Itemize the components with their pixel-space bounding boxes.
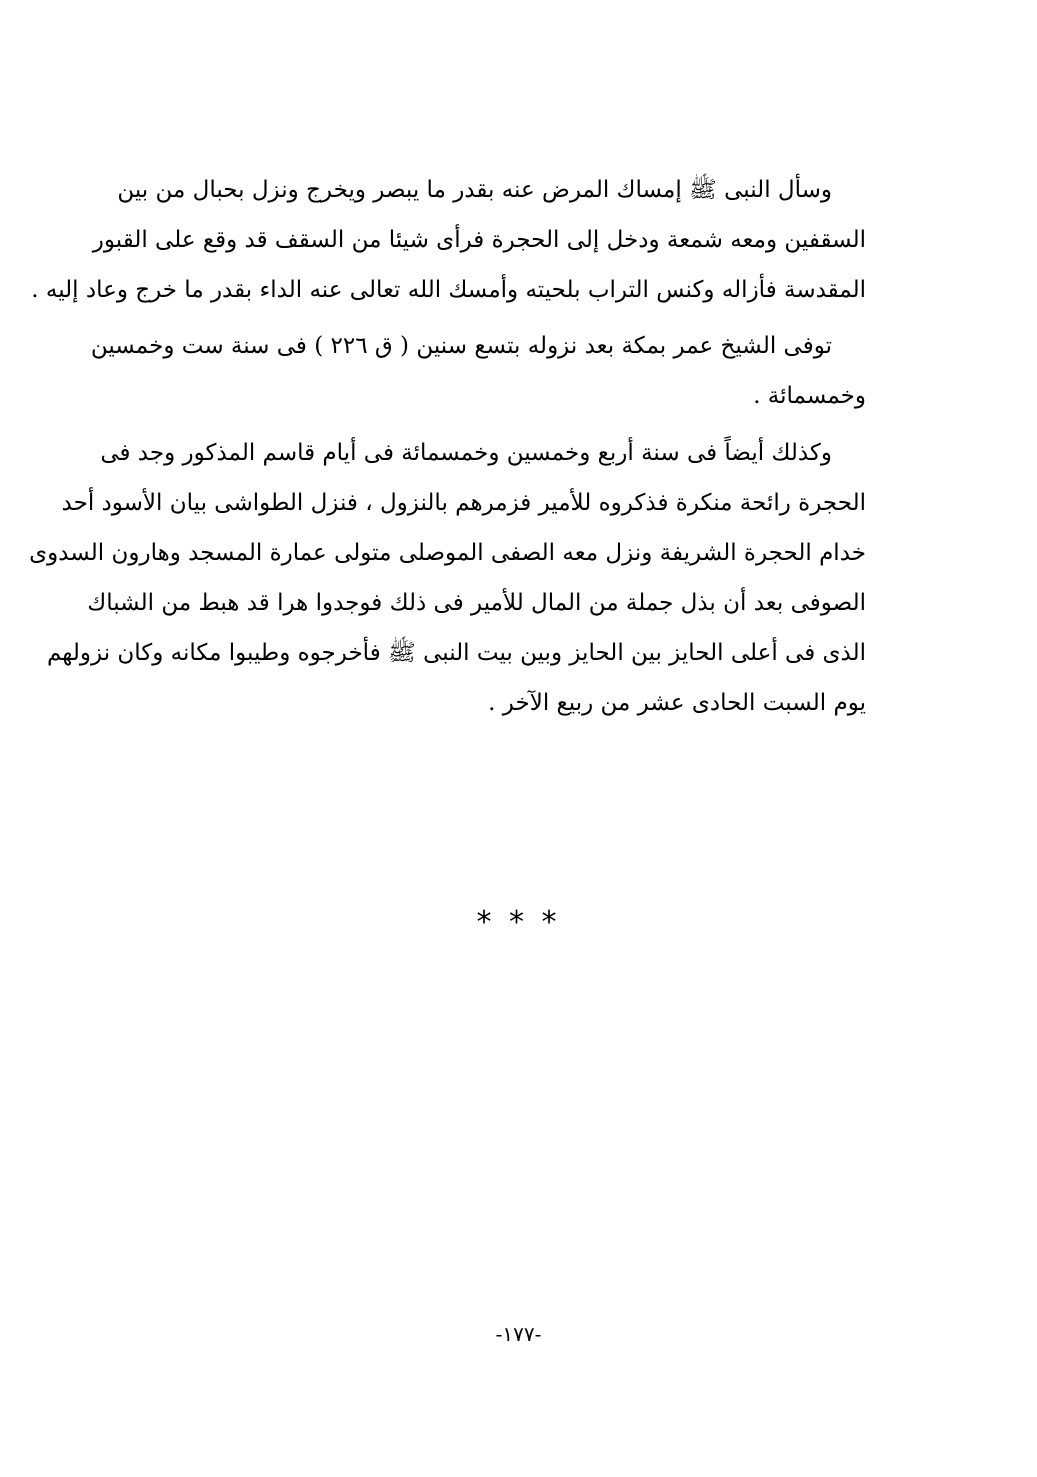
section-separator: * * *: [476, 905, 561, 940]
page-number: -١٧٧-: [495, 1322, 542, 1346]
paragraph-2: [90, 321, 866, 421]
paragraph-1: [31, 165, 866, 315]
paragraph-line: وخمسمائة .: [753, 383, 866, 409]
paragraph-3: [29, 428, 866, 728]
paragraph-line: السقفين ومعه شمعة ودخل إلى الحجرة فرأى شيئا من السقف قد وقع على القبور: [92, 227, 866, 253]
paragraph-line: خدام الحجرة الشريفة ونزل معه الصفى الموصلى متولى عمارة المسجد وهارون السدوى: [29, 540, 866, 566]
paragraph-line: وسأل النبى ﷺ إمساك المرض عنه بقدر ما يبصر ويخرج ونزل بحبال من بين: [117, 177, 832, 203]
paragraph-line: الحجرة رائحة منكرة فذكروه للأمير فزمرهم بالنزول ، فنزل الطواشى بيان الأسود أحد: [61, 490, 866, 516]
paragraph-line: يوم السبت الحادى عشر من ربيع الآخر .: [488, 690, 866, 716]
paragraph-line: الصوفى بعد أن بذل جملة من المال للأمير فى ذلك فوجدوا هرا قد هبط من الشباك: [87, 590, 866, 616]
paragraph-line: توفى الشيخ عمر بمكة بعد نزوله بتسع سنين ( ق ٢٢٦ ) فى سنة ست وخمسين: [90, 333, 832, 359]
paragraph-line: المقدسة فأزاله وكنس التراب بلحيته وأمسك الله تعالى عنه الداء بقدر ما خرج وعاد إليه .: [31, 277, 866, 303]
paragraph-line: الذى فى أعلى الحايز بين الحايز وبين بيت النبى ﷺ فأخرجوه وطيبوا مكانه وكان نزولهم: [46, 640, 866, 666]
paragraph-line: وكذلك أيضاً فى سنة أربع وخمسين وخمسمائة فى أيام قاسم المذكور وجد فى: [100, 440, 832, 466]
